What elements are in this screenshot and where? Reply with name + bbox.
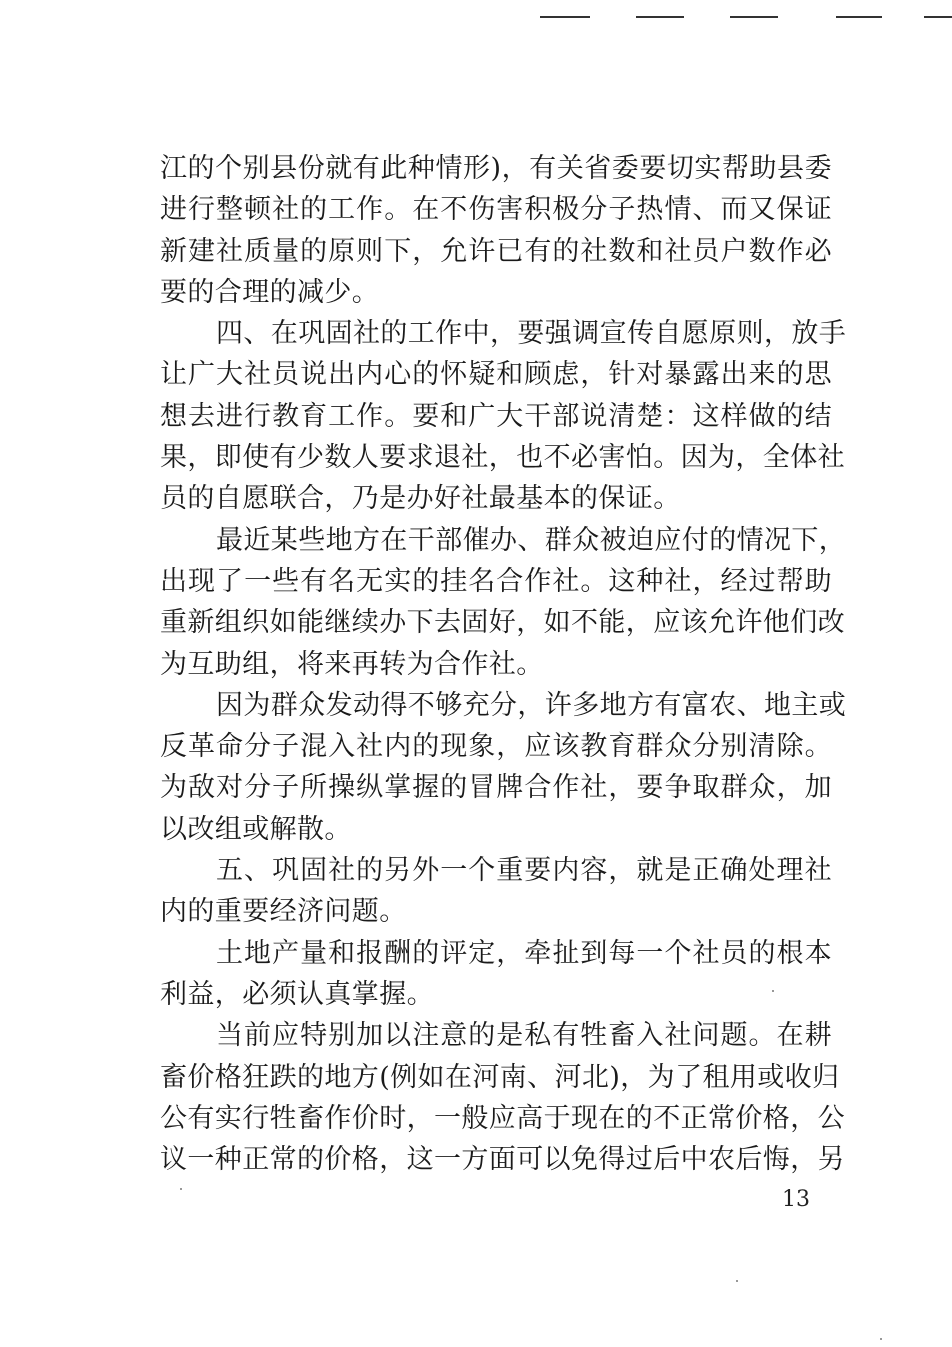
paragraph-1	[160, 148, 832, 313]
paragraph-2	[160, 313, 847, 519]
text-line: 想去进行教育工作。要和广大干部说清楚：这样做的结	[160, 400, 832, 432]
text-line: 五、巩固社的另外一个重要内容，就是正确处理社	[216, 855, 832, 887]
text-line: 果，即使有少数人要求退社，也不必害怕。因为，全体社	[160, 442, 845, 474]
text-line: 员的自愿联合，乃是办好社最基本的保证。	[160, 483, 681, 515]
page-number: 13	[782, 1187, 810, 1212]
header-rule	[540, 16, 590, 18]
scan-speck	[772, 990, 774, 992]
text-line: 让广大社员说出内心的怀疑和顾虑，针对暴露出来的思	[160, 359, 832, 391]
text-line: 四、在巩固社的工作中，要强调宣传自愿原则，放手	[216, 318, 847, 350]
header-rules	[540, 16, 952, 20]
text-line: 要的合理的减少。	[160, 276, 380, 308]
body-text	[160, 148, 847, 1180]
paragraph-3	[160, 520, 847, 685]
text-line: 内的重要经济问题。	[160, 896, 407, 928]
scan-speck	[880, 1338, 882, 1340]
text-line: 土地产量和报酬的评定，牵扯到每一个社员的根本	[216, 937, 832, 969]
text-line: 以改组或解散。	[160, 813, 352, 845]
scan-speck	[180, 1188, 182, 1190]
text-line: 最近某些地方在干部催办、群众被迫应付的情况下，	[216, 524, 847, 556]
scan-speck	[736, 1280, 738, 1282]
text-line: 议一种正常的价格，这一方面可以免得过后中农后悔，另	[160, 1144, 845, 1176]
text-line: 因为群众发动得不够充分，许多地方有富农、地主或	[216, 689, 847, 721]
text-line: 为互助组，将来再转为合作社。	[160, 648, 544, 680]
text-line: 当前应特别加以注意的是私有牲畜入社问题。在耕	[216, 1020, 832, 1052]
header-rule	[730, 16, 778, 18]
header-rule	[924, 16, 952, 18]
text-line: 反革命分子混入社内的现象，应该教育群众分别清除。	[160, 731, 832, 763]
text-line: 重新组织如能继续办下去固好，如不能，应该允许他们改	[160, 607, 845, 639]
text-line: 畜价格狂跌的地方(例如在河南、河北)，为了租用或收归	[160, 1061, 840, 1093]
text-line: 利益，必须认真掌握。	[160, 978, 434, 1010]
paragraph-7	[160, 1015, 845, 1180]
text-line: 进行整顿社的工作。在不伤害积极分子热情、而又保证	[160, 194, 832, 226]
header-rule	[836, 16, 882, 18]
text-line: 公有实行牲畜作价时，一般应高于现在的不正常价格，公	[160, 1102, 845, 1134]
header-rule	[636, 16, 684, 18]
text-line: 为敌对分子所操纵掌握的冒牌合作社，要争取群众，加	[160, 772, 832, 804]
paragraph-6	[160, 933, 832, 1016]
paragraph-4	[160, 685, 847, 850]
text-line: 新建社质量的原则下，允许已有的社数和社员户数作必	[160, 235, 832, 267]
paragraph-5	[160, 850, 832, 933]
text-line: 江的个别县份就有此种情形)，有关省委要切实帮助县委	[160, 153, 832, 184]
text-line: 出现了一些有名无实的挂名合作社。这种社，经过帮助	[160, 565, 832, 597]
